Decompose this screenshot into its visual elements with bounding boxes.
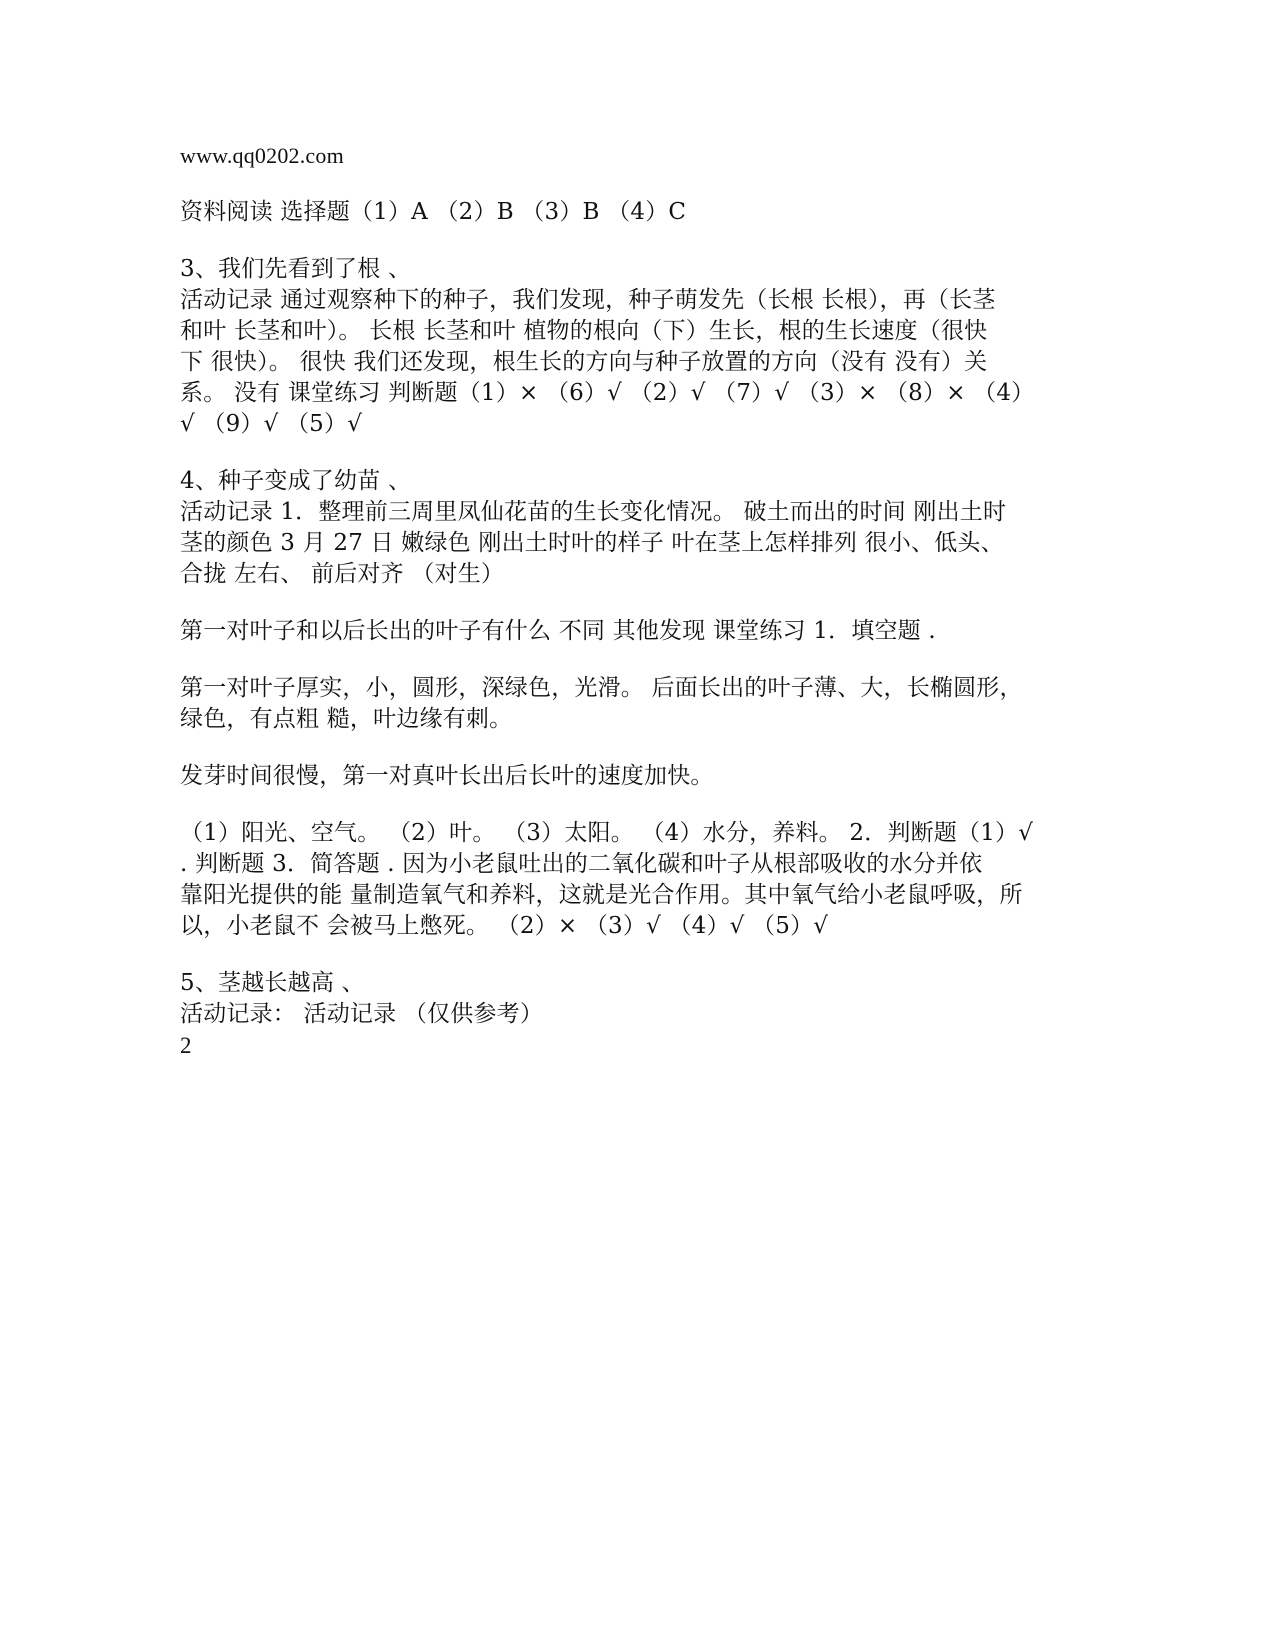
page-number: 2	[180, 1033, 192, 1058]
section-4-answers: 靠阳光提供的能 量制造氧气和养料，这就是光合作用。其中氧气给小老鼠呼吸，所	[180, 882, 1023, 908]
reading-answers: 资料阅读 选择题（1）A （2）B （3）B （4）C	[180, 199, 687, 225]
section-4-answers: 以，小老鼠不 会被马上憋死。 （2）× （3）√ （4）√ （5）√	[180, 913, 829, 939]
section-3-title: 3、我们先看到了根 、	[180, 256, 412, 282]
section-4-paragraph: 绿色，有点粗 糙，叶边缘有刺。	[180, 706, 513, 732]
section-5-line: 活动记录： 活动记录 （仅供参考）	[180, 1001, 544, 1027]
section-4-paragraph: 发芽时间很慢，第一对真叶长出后长叶的速度加快。	[180, 763, 714, 789]
spacer	[180, 228, 1050, 254]
section-3-line: 下 很快）。 很快 我们还发现，根生长的方向与种子放置的方向（没有 没有）关	[180, 349, 988, 375]
header-url: www.qq0202.com	[180, 143, 344, 168]
section-4-answers: . 判断题 3．简答题 . 因为小老鼠吐出的二氧化碳和叶子从根部吸收的水分并依	[180, 851, 983, 877]
section-4-title: 4、种子变成了幼苗 、	[180, 468, 412, 494]
section-3-line: 活动记录 通过观察种下的种子，我们发现，种子萌发先（长根 长根），再（长茎	[180, 287, 996, 313]
section-4-answers: （1）阳光、空气。 （2）叶。 （3）太阳。 （4）水分，养料。 2．判断题（1）√	[180, 820, 1034, 846]
section-4-line: 活动记录 1．整理前三周里凤仙花苗的生长变化情况。 破土而出的时间 刚出土时	[180, 499, 1007, 525]
document-page	[180, 140, 1050, 1061]
section-4-line: 茎的颜色 3 月 27 日 嫩绿色 刚出土时叶的样子 叶在茎上怎样排列 很小、低头、	[180, 530, 1004, 556]
section-5-title: 5、茎越长越高 、	[180, 970, 365, 996]
section-3-line: √ （9）√ （5）√	[180, 411, 363, 437]
section-4-paragraph: 第一对叶子厚实，小，圆形，深绿色，光滑。 后面长出的叶子薄、大，长椭圆形，	[180, 675, 1023, 701]
section-3-line: 和叶 长茎和叶）。 长根 长茎和叶 植物的根向（下）生长，根的生长速度（很快	[180, 318, 988, 344]
spacer	[180, 647, 1050, 673]
spacer	[180, 942, 1050, 968]
section-3-line: 系。 没有 课堂练习 判断题（1）× （6）√ （2）√ （7）√ （3）× （8）× （4）	[180, 380, 1035, 406]
spacer	[180, 792, 1050, 818]
spacer	[180, 440, 1050, 466]
spacer	[180, 590, 1050, 616]
section-4-paragraph: 第一对叶子和以后长出的叶子有什么 不同 其他发现 课堂练习 1．填空题 .	[180, 618, 936, 644]
section-4-line: 合拢 左右、 前后对齐 （对生）	[180, 561, 505, 587]
spacer	[180, 735, 1050, 761]
spacer	[180, 171, 1050, 197]
